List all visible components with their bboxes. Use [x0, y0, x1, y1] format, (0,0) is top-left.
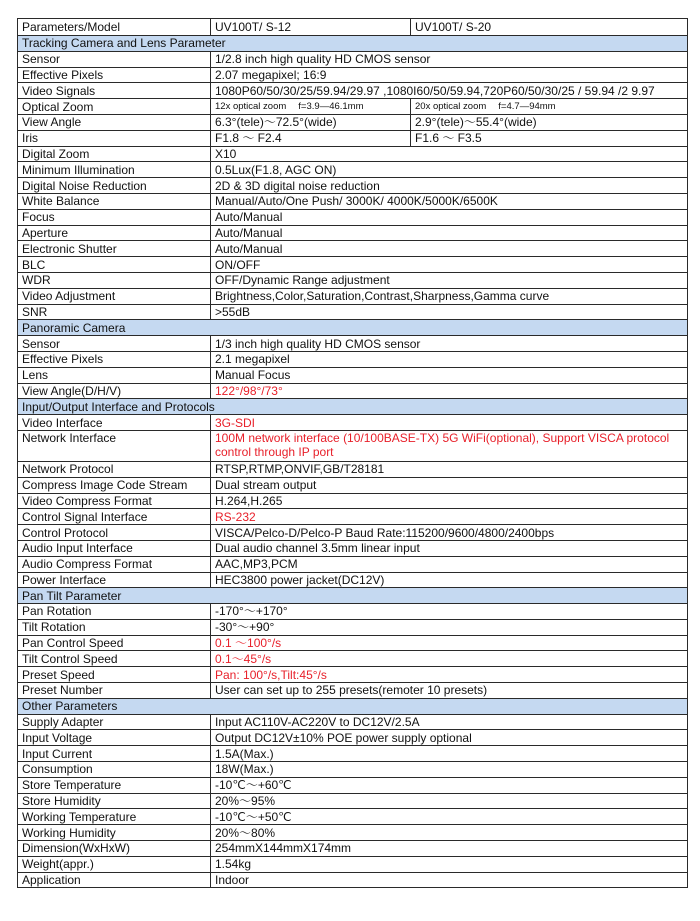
row-label: Control Protocol [18, 525, 211, 541]
table-row [18, 856, 688, 872]
row-value: 20%〜80% [211, 825, 688, 841]
table-row [18, 762, 688, 778]
row-label: Store Humidity [18, 793, 211, 809]
row-value: HEC3800 power jacket(DC12V) [211, 572, 688, 588]
table-row [18, 477, 688, 493]
section-title-tracking: Tracking Camera and Lens Parameter [18, 36, 688, 52]
section-header [18, 698, 688, 714]
table-row [18, 509, 688, 525]
row-label: Store Temperature [18, 777, 211, 793]
row-value: 2.1 megapixel [211, 351, 688, 367]
section-title-pantilt: Pan Tilt Parameter [18, 588, 688, 604]
table-row [18, 225, 688, 241]
row-value: Output DC12V±10% POE power supply optional [211, 730, 688, 746]
row-value: Auto/Manual [211, 241, 688, 257]
row-value: Input AC110V-AC220V to DC12V/2.5A [211, 714, 688, 730]
row-label: View Angle(D/H/V) [18, 383, 211, 399]
row-label: Aperture [18, 225, 211, 241]
table-row [18, 241, 688, 257]
row-value: 1.5A(Max.) [211, 746, 688, 762]
row-label: Consumption [18, 762, 211, 778]
table-row [18, 257, 688, 273]
row-label: Dimension(WxHxW) [18, 841, 211, 857]
table-row [18, 841, 688, 857]
row-value: Brightness,Color,Saturation,Contrast,Sharpness,Gamma curve [211, 288, 688, 304]
table-row [18, 67, 688, 83]
row-label: Preset Speed [18, 667, 211, 683]
row-value: -30°〜+90° [211, 619, 688, 635]
table-row [18, 493, 688, 509]
row-value: H.264,H.265 [211, 493, 688, 509]
table-row [18, 83, 688, 99]
row-label: Effective Pixels [18, 67, 211, 83]
row-label: Effective Pixels [18, 351, 211, 367]
row-label: Working Humidity [18, 825, 211, 841]
row-value: 1/3 inch high quality HD CMOS sensor [211, 336, 688, 352]
row-label: WDR [18, 272, 211, 288]
table-row [18, 556, 688, 572]
row-value: 122°/98°/73° [211, 383, 688, 399]
table-row [18, 525, 688, 541]
spec-table [17, 18, 688, 888]
row-label: Pan Control Speed [18, 635, 211, 651]
row-label: Pan Rotation [18, 604, 211, 620]
row-label: Focus [18, 209, 211, 225]
row-label: Input Voltage [18, 730, 211, 746]
row-value: Manual Focus [211, 367, 688, 383]
row-label: Optical Zoom [18, 99, 211, 115]
table-row [18, 304, 688, 320]
row-value: -170°〜+170° [211, 604, 688, 620]
table-row [18, 430, 688, 461]
row-value: 1.54kg [211, 856, 688, 872]
row-value: Pan: 100°/s,Tilt:45°/s [211, 667, 688, 683]
row-label: Application [18, 872, 211, 888]
row-value: AAC,MP3,PCM [211, 556, 688, 572]
row-value-a: F1.8 〜 F2.4 [211, 130, 411, 146]
row-value: Manual/Auto/One Push/ 3000K/ 4000K/5000K/6500K [211, 193, 688, 209]
table-row [18, 130, 688, 146]
zoom-a: 12x optical zoom [215, 100, 287, 112]
row-label: Electronic Shutter [18, 241, 211, 257]
table-row [18, 461, 688, 477]
section-title-io: Input/Output Interface and Protocols [18, 399, 688, 415]
section-header [18, 399, 688, 415]
section-title-panoramic: Panoramic Camera [18, 320, 688, 336]
row-value: Dual audio channel 3.5mm linear input [211, 540, 688, 556]
table-row [18, 730, 688, 746]
row-value: -10℃〜+60℃ [211, 777, 688, 793]
row-value: 20%〜95% [211, 793, 688, 809]
row-value: X10 [211, 146, 688, 162]
focal-a: f=3.9—46.1mm [298, 100, 364, 112]
row-label: Video Compress Format [18, 493, 211, 509]
section-header [18, 36, 688, 52]
row-value-b: 2.9°(tele)〜55.4°(wide) [411, 114, 688, 130]
row-label: Audio Compress Format [18, 556, 211, 572]
table-row [18, 572, 688, 588]
row-label: Video Interface [18, 415, 211, 431]
row-value: 1/2.8 inch high quality HD CMOS sensor [211, 51, 688, 67]
row-value: User can set up to 255 presets(remoter 10 presets) [211, 683, 688, 699]
table-row [18, 714, 688, 730]
row-label: Digital Noise Reduction [18, 178, 211, 194]
header-label: Parameters/Model [18, 19, 211, 36]
table-row [18, 604, 688, 620]
row-label: Sensor [18, 51, 211, 67]
table-row [18, 367, 688, 383]
row-value: Dual stream output [211, 477, 688, 493]
section-title-other: Other Parameters [18, 698, 688, 714]
table-row [18, 619, 688, 635]
row-label: Video Signals [18, 83, 211, 99]
row-value: Auto/Manual [211, 225, 688, 241]
row-label: SNR [18, 304, 211, 320]
row-label: Supply Adapter [18, 714, 211, 730]
optical-zoom-a [211, 99, 411, 115]
row-value: VISCA/Pelco-D/Pelco-P Baud Rate:115200/9600/4800/2400bps [211, 525, 688, 541]
table-row [18, 667, 688, 683]
table-row [18, 383, 688, 399]
row-value: OFF/Dynamic Range adjustment [211, 272, 688, 288]
table-row [18, 178, 688, 194]
table-row [18, 540, 688, 556]
table-row [18, 209, 688, 225]
row-value: 0.5Lux(F1.8, AGC ON) [211, 162, 688, 178]
table-row [18, 162, 688, 178]
row-label: Sensor [18, 336, 211, 352]
row-value: 3G-SDI [211, 415, 688, 431]
row-value: >55dB [211, 304, 688, 320]
row-value-b: F1.6 〜 F3.5 [411, 130, 688, 146]
row-value: 0.1 〜100°/s [211, 635, 688, 651]
row-label: Compress Image Code Stream [18, 477, 211, 493]
row-value: 1080P60/50/30/25/59.94/29.97 ,1080I60/50/59.94,720P60/50/30/25 / 59.94 /2 9.97 [211, 83, 688, 99]
table-row [18, 683, 688, 699]
section-header [18, 320, 688, 336]
header-model-b: UV100T/ S-20 [411, 19, 688, 36]
row-value: -10℃〜+50℃ [211, 809, 688, 825]
row-label: Digital Zoom [18, 146, 211, 162]
row-label: Power Interface [18, 572, 211, 588]
table-row [18, 193, 688, 209]
table-row [18, 336, 688, 352]
row-value: Indoor [211, 872, 688, 888]
row-label: Tilt Control Speed [18, 651, 211, 667]
table-row [18, 793, 688, 809]
row-label: Weight(appr.) [18, 856, 211, 872]
row-label: Input Current [18, 746, 211, 762]
row-label: Audio Input Interface [18, 540, 211, 556]
row-value: Auto/Manual [211, 209, 688, 225]
row-label: Preset Number [18, 683, 211, 699]
row-value: 100M network interface (10/100BASE-TX) 5G WiFi(optional), Support VISCA protocol control through IP port [211, 430, 688, 461]
table-row [18, 651, 688, 667]
row-value-a: 6.3°(tele)〜72.5°(wide) [211, 114, 411, 130]
row-label: Control Signal Interface [18, 509, 211, 525]
row-label: View Angle [18, 114, 211, 130]
row-label: White Balance [18, 193, 211, 209]
row-value: 254mmX144mmX174mm [211, 841, 688, 857]
table-row [18, 825, 688, 841]
optical-zoom-b [411, 99, 688, 115]
table-row [18, 51, 688, 67]
row-label: Video Adjustment [18, 288, 211, 304]
row-label: Network Interface [18, 430, 211, 461]
row-label: BLC [18, 257, 211, 273]
row-label: Network Protocol [18, 461, 211, 477]
row-value: 2.07 megapixel; 16:9 [211, 67, 688, 83]
zoom-b: 20x optical zoom [415, 100, 487, 112]
row-value: ON/OFF [211, 257, 688, 273]
row-value: RS-232 [211, 509, 688, 525]
table-row [18, 777, 688, 793]
table-row [18, 415, 688, 431]
header-model-a: UV100T/ S-12 [211, 19, 411, 36]
section-header [18, 588, 688, 604]
table-row [18, 635, 688, 651]
table-row [18, 746, 688, 762]
table-row [18, 272, 688, 288]
row-label: Lens [18, 367, 211, 383]
table-row [18, 872, 688, 888]
row-label: Tilt Rotation [18, 619, 211, 635]
table-row [18, 99, 688, 115]
row-value: 18W(Max.) [211, 762, 688, 778]
table-row [18, 809, 688, 825]
row-label: Minimum Illumination [18, 162, 211, 178]
table-row [18, 351, 688, 367]
table-row [18, 146, 688, 162]
table-row [18, 114, 688, 130]
row-value: 2D & 3D digital noise reduction [211, 178, 688, 194]
table-header-row [18, 19, 688, 36]
row-label: Iris [18, 130, 211, 146]
focal-b: f=4.7—94mm [498, 100, 556, 112]
row-label: Working Temperature [18, 809, 211, 825]
row-value: RTSP,RTMP,ONVIF,GB/T28181 [211, 461, 688, 477]
table-row [18, 288, 688, 304]
row-value: 0.1〜45°/s [211, 651, 688, 667]
